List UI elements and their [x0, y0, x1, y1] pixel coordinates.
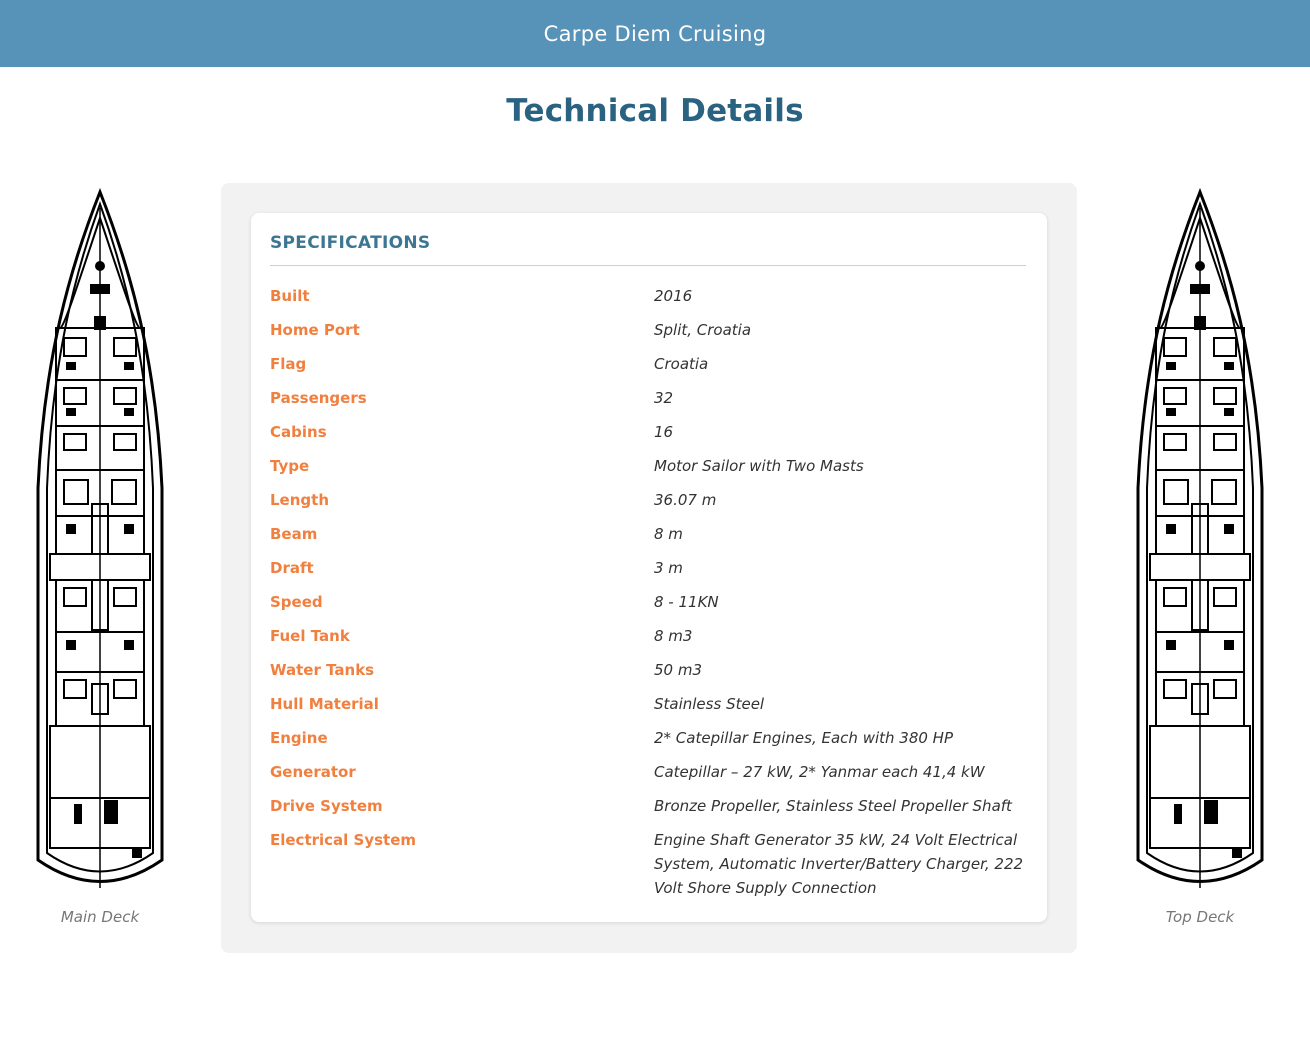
spec-value: 36.07 m: [654, 491, 717, 509]
spec-label: Length: [270, 491, 329, 509]
spec-label: Passengers: [270, 389, 367, 407]
specifications-card: [251, 213, 1047, 922]
spec-value: Stainless Steel: [654, 695, 765, 713]
spec-label: Hull Material: [270, 695, 379, 713]
specifications-panel: [221, 183, 1077, 953]
spec-value: 8 m3: [654, 627, 693, 645]
specifications-heading: SPECIFICATIONS: [270, 233, 431, 253]
spec-row: [270, 831, 1030, 903]
spec-value: Split, Croatia: [654, 321, 752, 339]
top-deck-caption: Top Deck: [1165, 908, 1235, 926]
spec-row: [270, 423, 1030, 457]
spec-label: Flag: [270, 355, 307, 373]
spec-value: 3 m: [654, 559, 683, 577]
top-deck-plan: [1120, 188, 1280, 933]
spec-row: [270, 763, 1030, 797]
heading-divider: [270, 265, 1026, 266]
brand-title[interactable]: Carpe Diem Cruising: [543, 21, 767, 46]
specifications-list: [270, 287, 1030, 903]
spec-value: 8 - 11KN: [654, 593, 719, 611]
site-header: [0, 0, 1310, 67]
spec-label: Fuel Tank: [270, 627, 350, 645]
spec-value: Croatia: [654, 355, 709, 373]
spec-label: Drive System: [270, 797, 383, 815]
spec-row: [270, 321, 1030, 355]
spec-row: [270, 797, 1030, 831]
spec-row: [270, 355, 1030, 389]
spec-label: Built: [270, 287, 310, 305]
spec-row: [270, 287, 1030, 321]
spec-value: 2* Catepillar Engines, Each with 380 HP: [654, 729, 954, 747]
spec-value: 2016: [654, 287, 693, 305]
spec-row: [270, 491, 1030, 525]
spec-value: 32: [654, 389, 674, 407]
top-deck-plan-drawing: [1120, 188, 1280, 903]
spec-row: [270, 593, 1030, 627]
spec-value: Engine Shaft Generator 35 kW, 24 Volt Electrical System, Automatic Inverter/Battery Charger, 222 Volt Shore Supply Connection: [654, 831, 1024, 897]
spec-label: Water Tanks: [270, 661, 375, 679]
spec-value: 16: [654, 423, 674, 441]
spec-label: Engine: [270, 729, 328, 747]
spec-row: [270, 525, 1030, 559]
spec-row: [270, 729, 1030, 763]
spec-row: [270, 559, 1030, 593]
spec-label: Speed: [270, 593, 323, 611]
main-deck-plan: [20, 188, 180, 933]
spec-value: 50 m3: [654, 661, 703, 679]
spec-row: [270, 661, 1030, 695]
spec-label: Electrical System: [270, 831, 417, 849]
spec-value: Motor Sailor with Two Masts: [654, 457, 864, 475]
spec-label: Type: [270, 457, 310, 475]
spec-row: [270, 457, 1030, 491]
spec-label: Cabins: [270, 423, 327, 441]
page-title: Technical Details: [506, 93, 804, 129]
spec-row: [270, 695, 1030, 729]
spec-row: [270, 627, 1030, 661]
spec-value: 8 m: [654, 525, 683, 543]
spec-label: Home Port: [270, 321, 360, 339]
spec-label: Beam: [270, 525, 318, 543]
spec-label: Generator: [270, 763, 356, 781]
spec-label: Draft: [270, 559, 314, 577]
spec-row: [270, 389, 1030, 423]
main-deck-caption: Main Deck: [60, 908, 140, 926]
spec-value: Catepillar – 27 kW, 2* Yanmar each 41,4 kW: [654, 763, 985, 781]
spec-value: Bronze Propeller, Stainless Steel Propeller Shaft: [654, 797, 1012, 815]
main-deck-plan-drawing: [20, 188, 180, 903]
